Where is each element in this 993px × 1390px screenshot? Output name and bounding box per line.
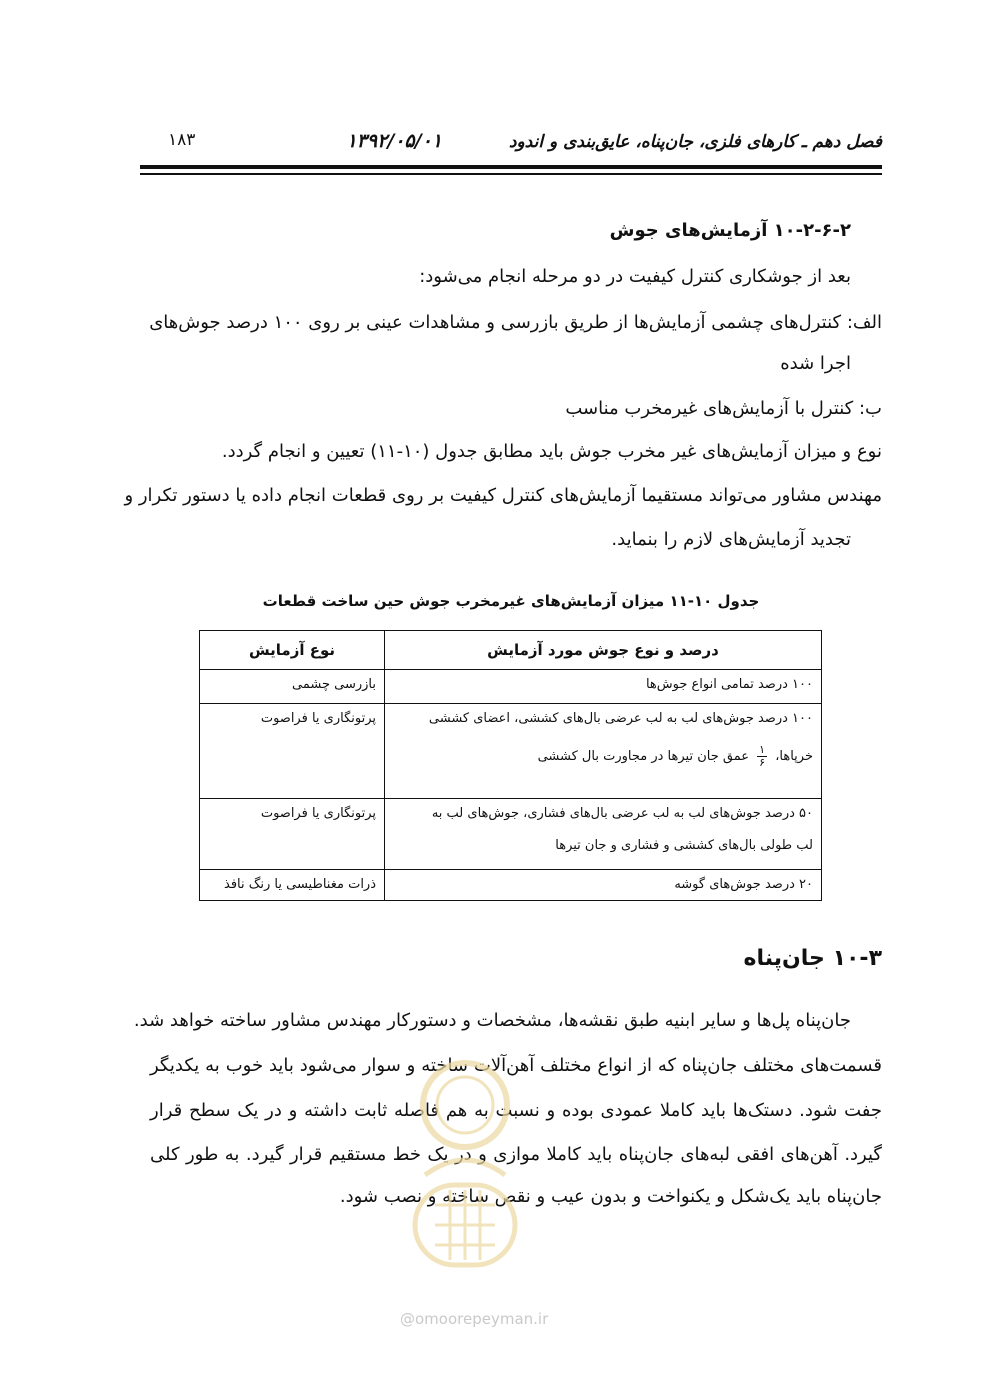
cell-text: پرتونگاری یا فراصوت	[260, 711, 376, 726]
section2-line5: جان‌پناه باید یک‌شکل و یکنواخت و بدون عیب و نقص ساخته و نصب شود.	[339, 1186, 882, 1207]
table-row	[200, 670, 822, 704]
cell-text: ۲۰ درصد جوش‌های گوشه	[674, 877, 813, 892]
cell-text: پرتونگاری یا فراصوت	[260, 806, 376, 821]
cell-text: بازرسی چشمی	[292, 677, 376, 692]
paragraph-2-line2: تجدید آزمایش‌های لازم را بنماید.	[611, 529, 851, 550]
table-row	[200, 799, 822, 870]
item-a-line2: اجرا شده	[780, 353, 851, 374]
cell-text-fraction-line	[393, 728, 813, 769]
item-a-line1: الف: کنترل‌های چشمی آزمایش‌ها از طریق بازرسی و مشاهدات عینی بر روی ۱۰۰ درصد جوش‌های	[149, 312, 882, 333]
weld-test-table	[199, 630, 822, 901]
table-cell-description	[385, 799, 822, 870]
fraction	[757, 744, 767, 769]
cell-text: خرپاها،	[775, 749, 813, 764]
cell-text: ۱۰۰ درصد جوش‌های لب به لب عرضی بال‌های کششی، اعضای کششی	[428, 711, 813, 726]
header-date: ۱۳۹۲/۰۵/۰۱	[346, 130, 442, 152]
fraction-denominator: ۶	[759, 756, 766, 769]
table-cell-test-type	[200, 704, 385, 799]
header-rule-thin	[140, 173, 882, 175]
table-cell-test-type	[200, 870, 385, 901]
cell-text: عمق جان تیرها در مجاورت بال کششی	[537, 749, 749, 764]
watermark-logo-icon	[380, 1045, 550, 1290]
section2-line3: جفت شود. دستک‌ها باید کاملا عمودی بوده و نسبت به هم فاصله ثابت داشته و در یک سطح قرار	[150, 1100, 882, 1121]
cell-text: ذرات مغناطیسی یا رنگ نافذ	[224, 877, 376, 892]
cell-text: ۵۰ درصد جوش‌های لب به لب عرضی بال‌های فشاری، جوش‌های لب به	[431, 806, 813, 821]
section-title: ۱۰-۲-۶-۲ آزمایش‌های جوش	[609, 220, 851, 241]
section2-line1: جان‌پناه پل‌ها و سایر ابنیه طبق نقشه‌ها، مشخصات و دستورکار مهندس مشاور ساخته خواهد شد.	[133, 1010, 851, 1031]
table-header-row	[200, 631, 822, 670]
table-caption: جدول ۱۰-۱۱ میزان آزمایش‌های غیرمخرب جوش حین ساخت قطعات	[262, 592, 760, 610]
page-header	[140, 128, 882, 158]
section-intro: بعد از جوشکاری کنترل کیفیت در دو مرحله انجام می‌شود:	[419, 266, 851, 287]
cell-text: ۱۰۰ درصد تمامی انواع جوش‌ها	[645, 677, 813, 692]
section2-title: ۱۰-۳ جان‌پناه	[743, 946, 882, 971]
table-cell-description	[385, 670, 822, 704]
table-row	[200, 870, 822, 901]
chapter-title: فصل دهم ـ کارهای فلزی، جان‌پناه، عایق‌بندی و اندود	[508, 132, 882, 152]
column-header-test-type: نوع آزمایش	[200, 631, 385, 670]
fraction-numerator: ۱	[759, 743, 766, 756]
section2-line4: گیرد. آهن‌های افقی لبه‌های جان‌پناه باید کاملا موازی و در یک خط مستقیم قرار گیرد. به طور کلی	[150, 1144, 882, 1165]
paragraph-2-line1: مهندس مشاور می‌تواند مستقیما آزمایش‌های کنترل کیفیت بر روی قطعات انجام داده یا دستور تکرار و	[124, 485, 882, 506]
header-rule-thick	[140, 165, 882, 169]
item-b: ب: کنترل با آزمایش‌های غیرمخرب مناسب	[565, 398, 882, 419]
section2-line2: قسمت‌های مختلف جان‌پناه که از انواع مختلف آهن‌آلات ساخته و سوار می‌شود باید خوب به یکدیگر	[150, 1055, 882, 1076]
watermark-text: @omoorepeyman.ir	[400, 1310, 549, 1328]
page-number: ۱۸۳	[168, 130, 196, 150]
table-cell-description	[385, 704, 822, 799]
table-cell-description	[385, 870, 822, 901]
table-cell-test-type	[200, 799, 385, 870]
column-header-description: درصد و نوع جوش مورد آزمایش	[385, 631, 822, 670]
table-cell-test-type	[200, 670, 385, 704]
table-row	[200, 704, 822, 799]
cell-text: لب طولی بال‌های کششی و فشاری و جان تیرها	[555, 838, 813, 853]
paragraph-1: نوع و میزان آزمایش‌های غیر مخرب جوش باید مطابق جدول (۱۰-۱۱) تعیین و انجام گردد.	[221, 441, 882, 462]
